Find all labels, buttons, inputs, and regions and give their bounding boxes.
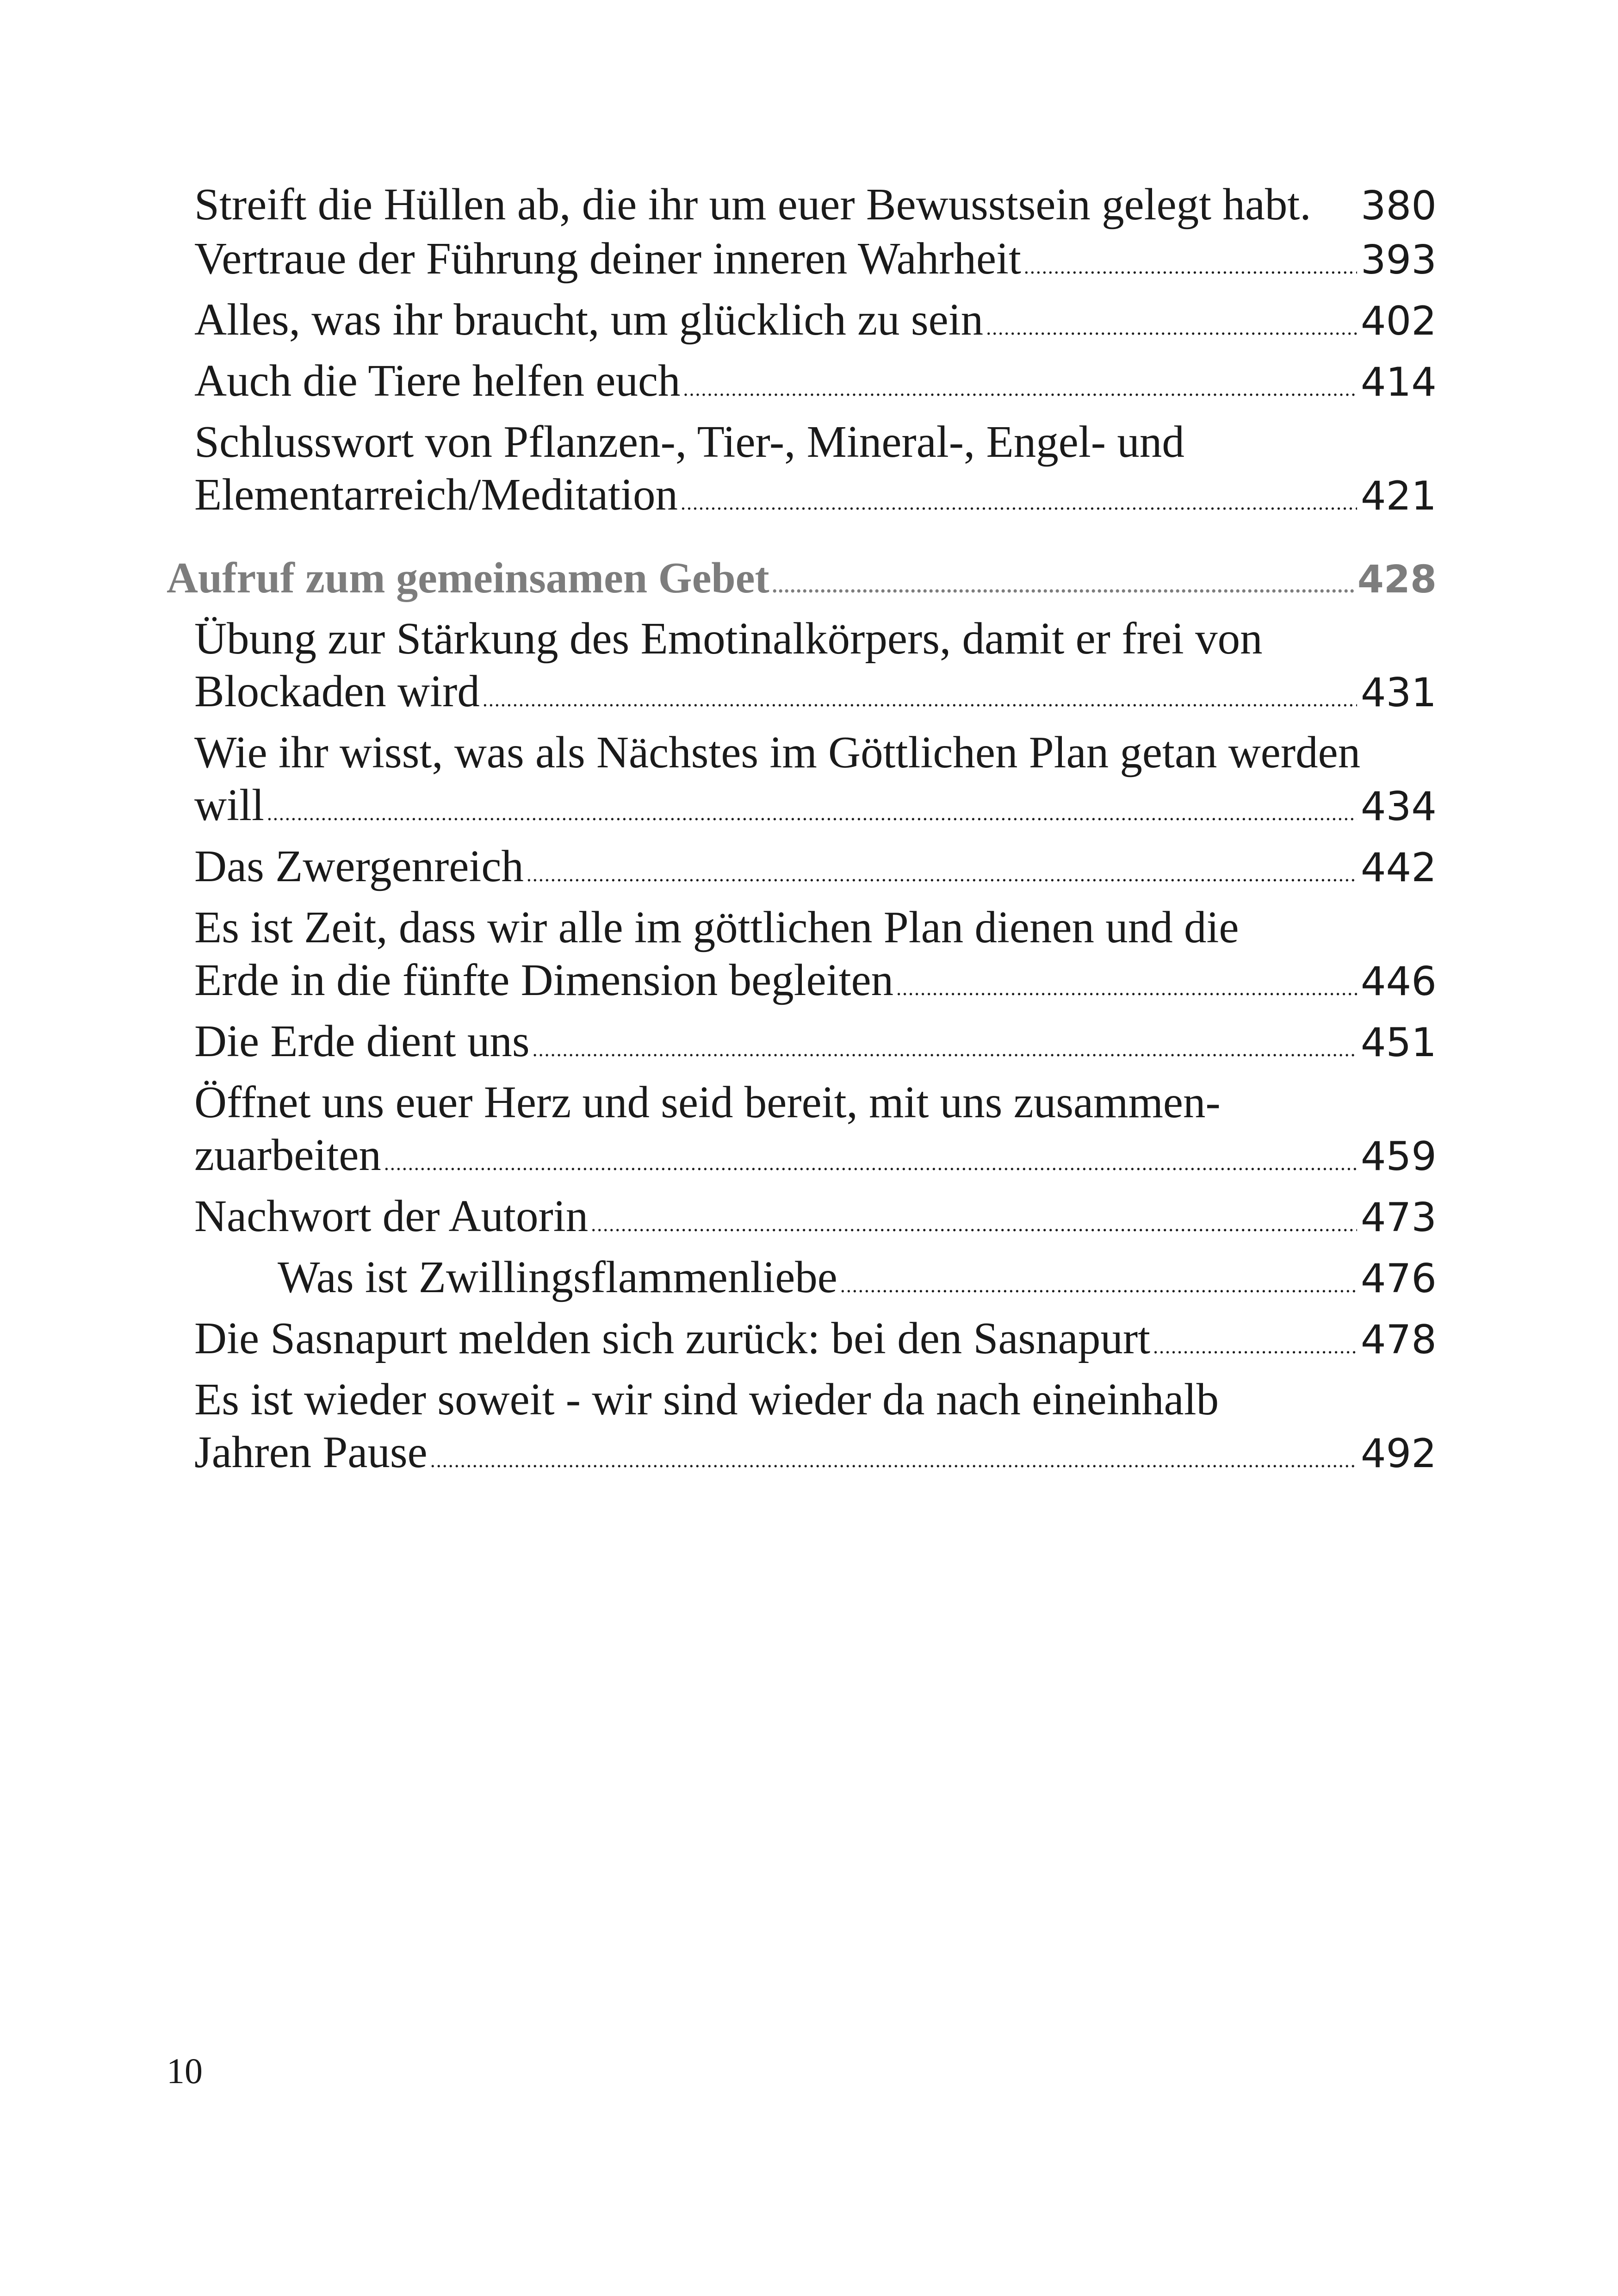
toc-entry-title-line: Wie ihr wisst, was als Nächstes im Göttlichen Plan getan werden	[194, 728, 1361, 777]
toc-entry-title: Die Sasnapurt melden sich zurück: bei den Sasnapurt	[194, 1313, 1151, 1363]
toc-entry-title: Alles, was ihr braucht, um glücklich zu sein	[194, 295, 984, 344]
toc-entry-page: 476	[1360, 1256, 1437, 1302]
toc-section-page: 428	[1357, 558, 1437, 602]
toc-entry-title: Elementarreich/Meditation	[194, 470, 678, 519]
toc-entry-page: 431	[1360, 670, 1437, 716]
toc-entry-title: Erde in die fünfte Dimension begleiten	[194, 955, 894, 1005]
toc-entry-title: Was ist Zwillingsflammenliebe	[278, 1252, 837, 1302]
toc-entry-title: Streift die Hüllen ab, die ihr um euer Bewusstsein gelegt habt.	[194, 180, 1311, 229]
toc-entry-page: 451	[1360, 1020, 1437, 1066]
toc-leader-dots	[527, 848, 1357, 901]
page-number: 10	[167, 2051, 203, 2091]
toc-section-title: Aufruf zum gemeinsamen Gebet	[167, 554, 769, 602]
toc-entry-page: 393	[1360, 237, 1437, 283]
toc-entry-title: Blockaden wird	[194, 666, 480, 716]
toc-entry-title: Jahren Pause	[194, 1427, 428, 1477]
toc-entry[interactable]	[167, 1015, 1437, 1076]
toc-entry[interactable]	[167, 1373, 1437, 1487]
toc-entry[interactable]	[167, 416, 1437, 529]
toc-entry[interactable]	[167, 1076, 1437, 1190]
toc-entry-title: Das Zwergenreich	[194, 841, 524, 891]
toc-entry[interactable]	[167, 178, 1437, 232]
toc-leader-dots	[533, 1023, 1357, 1076]
toc-entry-page: 414	[1360, 359, 1437, 405]
toc-leader-dots	[384, 1137, 1357, 1190]
toc-leader-dots	[1024, 241, 1357, 293]
toc-entry-page: 446	[1360, 958, 1437, 1005]
toc-leader-dots	[772, 560, 1354, 612]
toc-entry-page: 442	[1360, 845, 1437, 891]
toc-entry-page: 459	[1360, 1133, 1437, 1180]
toc-entry[interactable]	[167, 232, 1437, 293]
toc-entry[interactable]	[167, 1312, 1437, 1373]
toc-entry-page: 478	[1360, 1317, 1437, 1363]
toc-leader-dots	[1153, 1320, 1357, 1373]
toc-leader-dots	[840, 1259, 1357, 1312]
toc-entry-title-line: Öffnet uns euer Herz und seid bereit, mit uns zusammen-	[194, 1077, 1221, 1127]
toc-leader-dots	[896, 962, 1357, 1015]
toc-entry-title-line: Es ist wieder soweit - wir sind wieder da nach eineinhalb	[194, 1375, 1219, 1424]
toc-entry-page: 380	[1360, 183, 1437, 229]
toc-entry-page: 402	[1360, 298, 1437, 344]
toc-leader-dots	[681, 477, 1357, 529]
toc-entry-page: 492	[1360, 1431, 1437, 1477]
toc-leader-dots	[591, 1198, 1357, 1251]
toc-entry[interactable]	[167, 1190, 1437, 1251]
toc-entry-title-line: Schlusswort von Pflanzen-, Tier-, Mineral-, Engel- und	[194, 417, 1184, 467]
toc-entry[interactable]	[167, 355, 1437, 416]
toc-entry-title-line: Es ist Zeit, dass wir alle im göttlichen Plan dienen und die	[194, 902, 1239, 952]
toc-leader-dots	[483, 673, 1357, 726]
toc-entry-title: will	[194, 780, 264, 830]
toc-entry[interactable]	[167, 293, 1437, 355]
toc-entry-title: Auch die Tiere helfen euch	[194, 356, 681, 405]
toc-leader-dots	[986, 302, 1357, 355]
toc-entry[interactable]	[167, 840, 1437, 901]
toc-entry[interactable]	[167, 901, 1437, 1015]
toc-entry-title: Nachwort der Autorin	[194, 1191, 589, 1241]
toc-entry-page: 473	[1360, 1195, 1437, 1241]
toc-leader-dots	[267, 787, 1357, 840]
toc-entry-title: Vertraue der Führung deiner inneren Wahrheit	[194, 234, 1021, 283]
toc-entry[interactable]	[167, 726, 1437, 840]
toc-entry[interactable]	[167, 612, 1437, 726]
table-of-contents	[167, 178, 1437, 1487]
toc-entry-title: zuarbeiten	[194, 1130, 381, 1180]
toc-subentry[interactable]	[167, 1251, 1437, 1312]
toc-entry-title: Die Erde dient uns	[194, 1016, 530, 1066]
toc-entry-title-line: Übung zur Stärkung des Emotinalkörpers, damit er frei von	[194, 614, 1263, 663]
toc-entry-page: 421	[1360, 473, 1437, 519]
toc-leader-dots	[430, 1434, 1357, 1487]
toc-leader-dots	[683, 363, 1357, 416]
toc-entry-page: 434	[1360, 784, 1437, 830]
toc-section-heading[interactable]	[167, 552, 1437, 612]
